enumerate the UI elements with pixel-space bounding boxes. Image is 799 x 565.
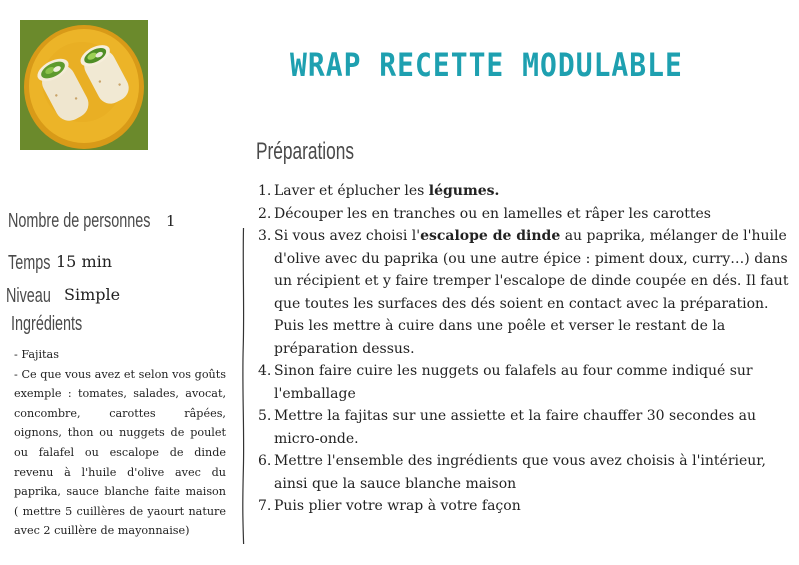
- step-number: 4.: [258, 363, 272, 379]
- time-value: 15 min: [56, 252, 113, 271]
- persons-value: 1: [166, 212, 176, 230]
- level-value: Simple: [64, 285, 121, 304]
- step-number: 2.: [258, 205, 272, 222]
- step-text-end: au paprika, mélanger de l'huile d'olive avec du paprika (ou une autre épice : piment doux, curry…) dans un récipient et y faire tremper l'escalope de dinde coupée en dés. Il faut que toutes les surfaces des dés soient en contact avec la préparation. Puis les mettre à cuire dans une poêle et verser le restant de la préparation dessus.: [274, 228, 789, 357]
- step-number: 6.: [258, 453, 272, 469]
- persons-label: Nombre de personnes: [8, 210, 151, 232]
- ingredients-heading: Ingrédients: [11, 313, 83, 335]
- step-number: 3.: [258, 228, 272, 244]
- step-item: [258, 360, 790, 405]
- step-text: Si vous avez choisi l': [274, 228, 421, 244]
- step-emphasis: escalope de dinde: [420, 228, 561, 244]
- step-text: Découper les en tranches ou en lamelles et râper les carottes: [274, 205, 711, 222]
- time-label: Temps: [8, 252, 51, 274]
- step-text: Puis plier votre wrap à votre façon: [274, 498, 521, 514]
- step-emphasis: légumes.: [428, 183, 500, 199]
- step-item: [258, 203, 790, 226]
- step-text: Laver et éplucher les: [274, 183, 429, 199]
- ingredients-list: [14, 345, 226, 541]
- level-label: Niveau: [6, 285, 51, 307]
- wrap-photo: [20, 20, 148, 150]
- step-text: Mettre la fajitas sur une assiette et la faire chauffer 30 secondes au micro-onde.: [274, 408, 757, 447]
- step-number: 7.: [258, 498, 272, 514]
- step-item: [258, 405, 790, 450]
- ingredient-line: - Ce que vous avez et selon vos goûts exemple : tomates, salades, avocat, concombre, carottes râpées, oignons, thon ou nuggets de poulet ou falafel ou escalope de dinde revenu à l'huile d'olive avec du paprika, sauce blanche faite maison ( mettre 5 cuillères de yaourt nature avec 2 cuillère de mayonnaise): [14, 367, 226, 538]
- step-item: [258, 180, 790, 203]
- step-number: 5.: [258, 408, 272, 424]
- step-item: [258, 450, 790, 495]
- step-text: Mettre l'ensemble des ingrédients que vous avez choisis à l'intérieur, ainsi que la sauce blanche maison: [274, 453, 766, 492]
- step-text: Sinon faire cuire les nuggets ou falafels au four comme indiqué sur l'emballage: [274, 363, 753, 402]
- recipe-title: WRAP RECETTE MODULABLE: [290, 46, 683, 84]
- preparations-heading: Préparations: [256, 138, 354, 165]
- ingredient-line: - Fajitas: [14, 348, 59, 361]
- step-item: [258, 495, 790, 518]
- step-number: 1.: [258, 183, 272, 199]
- wrap-illustration: [20, 20, 148, 150]
- step-item: [258, 225, 790, 360]
- column-divider: [242, 228, 245, 544]
- preparation-steps: [258, 180, 790, 518]
